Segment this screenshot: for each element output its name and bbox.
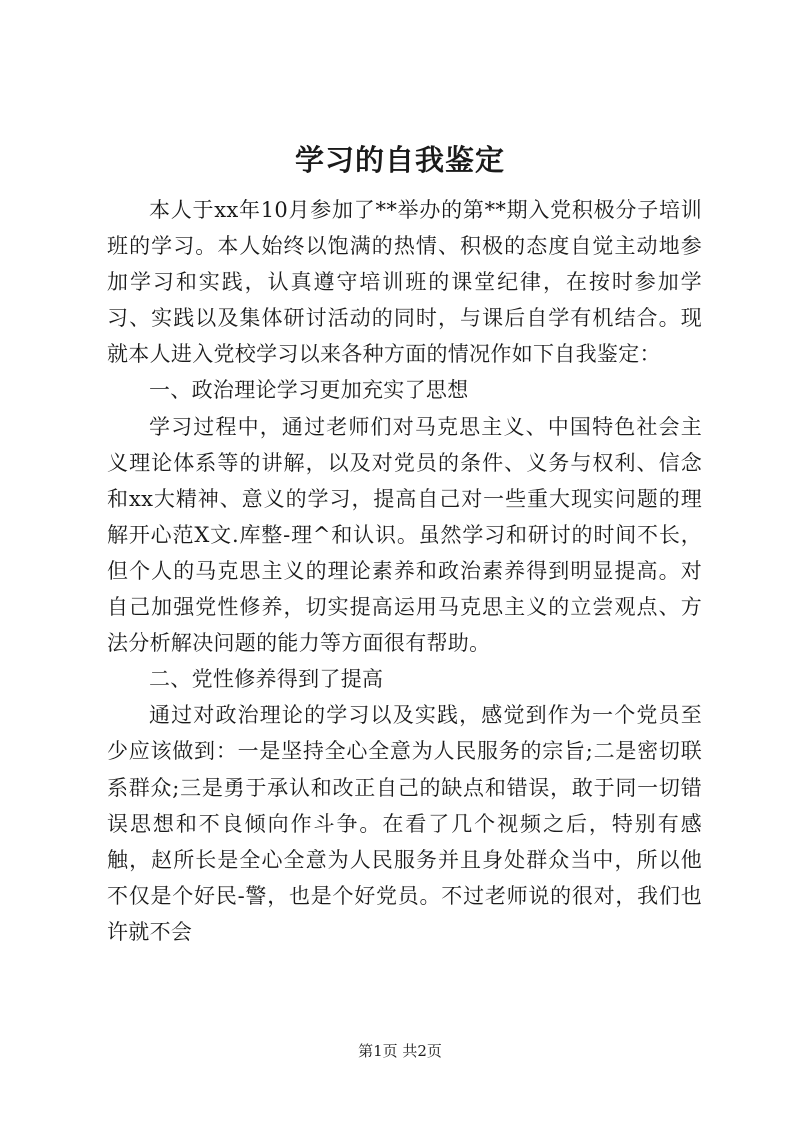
paragraph-section-2: 通过对政治理论的学习以及实践，感觉到作为一个党员至少应该做到：一是坚持全心全意为人民服务的宗旨;二是密切联系群众;三是勇于承认和改正自己的缺点和错误，敢于同一切错误思想和不良倾向作斗争。在看了几个视频之后，特别有感触，赵所长是全心全意为人民服务并且身处群众当中，所以他不仅是个好民-警，也是个好党员。不过老师说的很对，我们也许就不会 [107,703,702,944]
section-heading-1: 一、政治理论学习更加充实了思想 [149,378,469,403]
document-title: 学习的自我鉴定 [294,143,505,177]
paragraph-section-1: 学习过程中，通过老师们对马克思主义、中国特色社会主义理论体系等的讲解，以及对党员的条件、义务与权利、信念和xx大精神、意义的学习，提高自己对一些重大现实问题的理解开心范X文.库整-理^和认识。虽然学习和研讨的时间不长，但个人的马克思主义的理论素养和政治素养得到明显提高。对自己加强党性修养，切实提高运用马克思主义的立尝观点、方法分析解决问题的能力等方面很有帮助。 [107,414,702,656]
section-heading-2: 二、党性修养得到了提高 [149,667,384,692]
paragraph-intro: 本人于xx年10月参加了**举办的第**期入党积极分子培训班的学习。本人始终以饱满的热情、积极的态度自觉主动地参加学习和实践，认真遵守培训班的课堂纪律，在按时参加学习、实践以及集体研讨活动的同时，与课后自学有机结合。现就本人进入党校学习以来各种方面的情况作如下自我鉴定： [107,198,702,367]
page-footer: 第1页 共2页 [358,1042,442,1060]
document-body [107,192,702,950]
